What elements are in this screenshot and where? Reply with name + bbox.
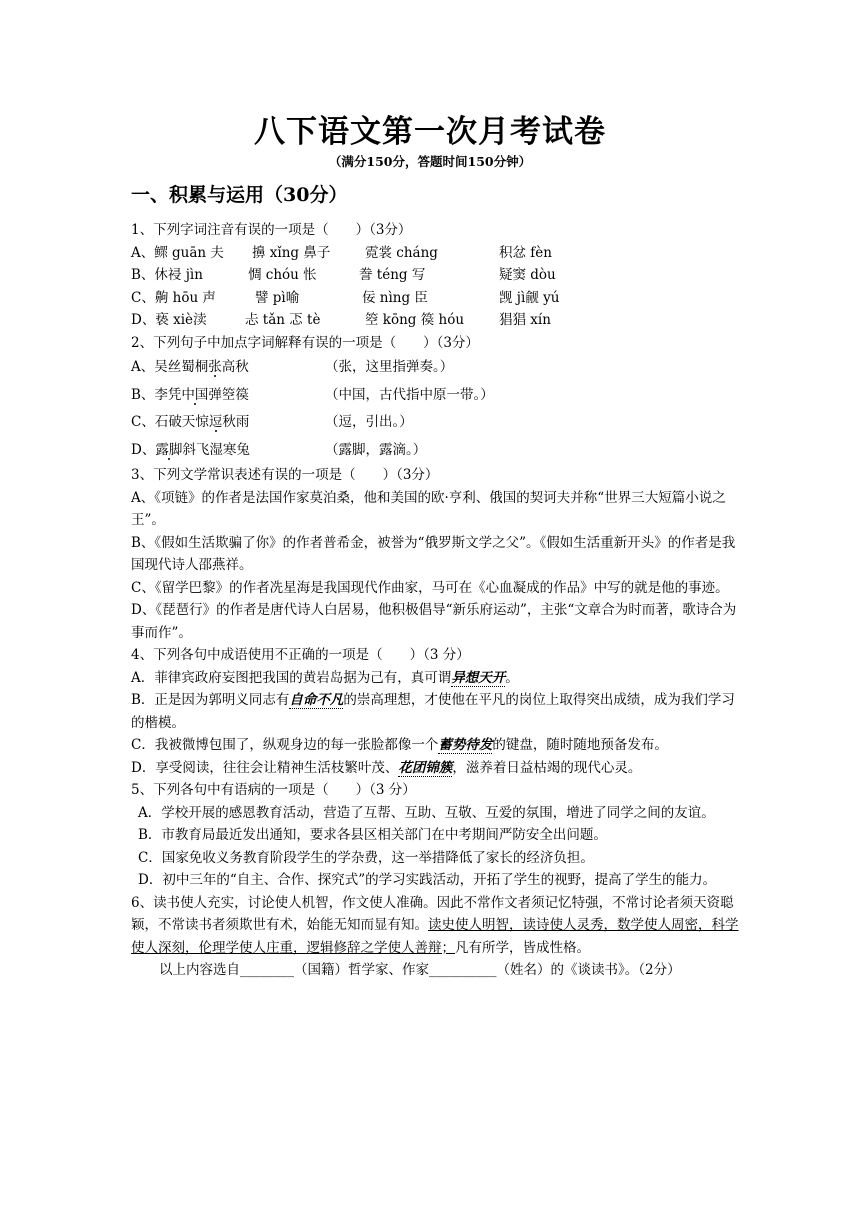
q2-b-dotted: 中国	[181, 386, 209, 403]
q2-c-note: （逗，引出。）	[325, 414, 413, 430]
exam-body	[131, 219, 748, 982]
q2-d-pre: D、	[131, 441, 156, 458]
q3-stem: 3、下列文学常识表述有误的一项是（ ）（3分）	[131, 467, 439, 483]
q2-option-c	[131, 409, 748, 437]
q6-fill-blank: 以上内容选自________（国籍）哲学家、作家__________（姓名）的《谈读书》。（2分）	[159, 962, 681, 978]
q1-row-a	[131, 242, 748, 265]
q4-c-pre: C．我被微博包围了，纵观身边的每一张脸都像一个	[131, 737, 439, 753]
q6-underlined: 读史使人明智，读诗使人灵秀，数学使人周密，科学使人深刻，伦理学使人庄重，逻辑修辞之学使人善辩；	[131, 917, 739, 956]
q4-a-pre: A．菲律宾政府妄图把我国的黄岩岛据为己有，真可谓	[131, 669, 452, 686]
q2-d-note: （露脚，露滴。）	[325, 441, 427, 458]
q6-passage-pre: 6、读书使人充实，讨论使人机智，作文使人准确。因此不常作文者须记忆特强，不常讨论者须天资聪颖，不常读书者须欺世有术，始能无知而显有知。	[131, 894, 734, 933]
q5-option-b: B．市教育局最近发出通知，要求各县区相关部门在中考期间严防安全出问题。	[138, 827, 607, 843]
q3-option-c: C、《留学巴黎》的作者冼星海是我国现代作曲家，马可在《心血凝成的作品》中写的就是他的事迹。	[131, 579, 729, 596]
q2-option-a	[131, 354, 748, 382]
q2-a-dotted: 张	[208, 359, 222, 375]
q4-d-pre: D．享受阅读，往往会让精神生活枝繁叶茂、	[131, 759, 399, 776]
q1-d-2: 忐 tǎn 忑 tè	[245, 312, 321, 328]
q1-row-b	[131, 264, 748, 287]
q2-b-pre: B、李凭	[131, 386, 182, 403]
q1-d-1: D、亵 xiè渎	[131, 312, 207, 328]
q1-d-3: 箜 kōng 篌 hóu	[365, 312, 465, 328]
q5-option-c: C．国家免收义务教育阶段学生的学杂费，这一举措降低了家长的经济负担。	[138, 849, 594, 866]
q2-b-post: 弹箜篌	[208, 386, 249, 403]
q4-option-d	[131, 757, 748, 780]
q5-stem: 5、下列各句中有语病的一项是（ ）（3 分）	[131, 782, 416, 798]
q2-option-b	[131, 382, 748, 410]
q4-option-b	[131, 689, 748, 734]
q1-c-4: 觊 jì觎 yú	[499, 289, 560, 306]
q1-b-1: B、休祲 jìn	[131, 267, 203, 283]
q1-b-2: 惆 chóu 怅	[248, 267, 317, 283]
q1-c-2: 譬 pì喻	[255, 289, 300, 306]
q1-a-4: 积忿 fèn	[499, 244, 552, 261]
q2-a-note: （张，这里指弹奏。）	[325, 359, 454, 375]
q2-a-pre: A、吴丝蜀桐	[131, 359, 209, 375]
q2-c-pre: C、石破天惊	[131, 414, 209, 430]
q2-d-post: 斜飞湿寒兔	[182, 441, 250, 458]
q4-c-idiom: 蓄势待发	[438, 737, 493, 753]
q4-b-post: 的崇高理想，才使他在平凡的岗位上取得突出成绩，成为我们学习的楷模。	[131, 692, 735, 731]
q4-c-post: 的键盘，随时随地预备发布。	[492, 737, 668, 753]
q4-option-c	[131, 734, 748, 757]
section-heading: 一、积累与运用（30分）	[131, 184, 348, 206]
q4-a-post: 。	[505, 669, 519, 686]
q2-c-post: 秋雨	[222, 414, 250, 430]
q1-row-c	[131, 287, 748, 310]
q1-a-3: 霓裳 cháng	[365, 244, 438, 261]
q4-b-idiom: 自命不凡	[289, 692, 344, 708]
q3-option-b: B、《假如生活欺骗了你》的作者普希金，被誉为“俄罗斯文学之父”。《假如生活重新开头》的作者是我国现代诗人邵燕祥。	[131, 534, 736, 573]
q1-a-2: 擤 xǐng 鼻子	[252, 244, 331, 261]
q5-option-a: A．学校开展的感恩教育活动，营造了互帮、互助、互敬、互爱的氛围，增进了同学之间的友谊。	[138, 804, 715, 821]
q2-c-dotted: 逗	[208, 414, 223, 430]
q1-a-1: A、鳏 guān 夫	[131, 244, 224, 261]
q2-stem: 2、下列句子中加点字词解释有误的一项是（ ）（3分）	[131, 334, 479, 351]
q4-b-pre: B．正是因为郭明义同志有	[131, 692, 290, 708]
q3-option-a: A、《项链》的作者是法国作家莫泊桑，他和美国的欧·亨利、俄国的契诃夫并称“世界三大短篇小说之王”。	[131, 489, 726, 528]
q4-d-post: ，滋养着日益枯竭的现代心灵。	[452, 759, 642, 776]
q2-a-post: 高秋	[221, 359, 249, 375]
q1-c-1: C、齁 hōu 声	[131, 289, 216, 306]
q4-a-idiom: 异想天开	[451, 669, 506, 686]
q4-stem: 4、下列各句中成语使用不正确的一项是（ ）（3 分）	[131, 647, 470, 663]
q2-b-note: （中国，古代指中原一带。）	[325, 386, 494, 403]
exam-title: 八下语文第一次月考试卷	[254, 114, 606, 150]
q5-option-d: D．初中三年的“自主、合作、探究式”的学习实践活动，开拓了学生的视野，提高了学生的能力。	[138, 872, 717, 888]
q4-d-idiom: 花团锦簇	[398, 759, 453, 776]
q1-c-3: 佞 nìng 臣	[362, 289, 428, 306]
q2-d-dotted: 露脚	[155, 441, 183, 458]
q6-passage-post: 凡有所学，皆成性格。	[455, 939, 590, 956]
q1-b-4: 疑窦 dòu	[499, 267, 556, 283]
q2-option-d	[131, 437, 748, 465]
q1-b-3: 誊 téng 写	[359, 267, 426, 283]
q4-option-a	[131, 667, 748, 690]
q1-row-d	[131, 309, 748, 332]
q3-option-d: D、《琵琶行》的作者是唐代诗人白居易，他积极倡导“新乐府运动”，主张“文章合为时而著，歌诗合为事而作”。	[131, 602, 737, 641]
q1-d-4: 猖猖 xín	[499, 312, 551, 328]
q6-passage	[131, 892, 748, 960]
exam-subtitle: （满分150分，答题时间150分钟）	[328, 154, 532, 169]
q1-stem: 1、下列字词注音有误的一项是（ ）（3分）	[131, 222, 412, 238]
